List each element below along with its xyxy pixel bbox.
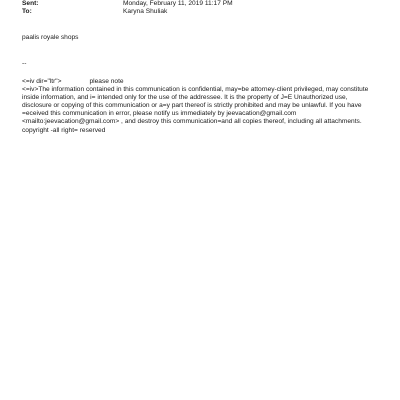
notice-line-1-text: please note [89,78,124,85]
sent-label: Sent: [22,0,39,7]
to-value: Karyna Shuliak [123,8,168,15]
notice-line-4: disclosure or copying of this communication or a=y part thereof is strictly prohibited and may be unlawful. If you have [22,102,362,110]
sent-value: Monday, February 11, 2019 11:17 PM [123,0,233,7]
notice-line-6: <mailto:jeevacation@gmail.com> , and destroy this communication=and all copies thereof, including all attachments. [22,118,362,126]
notice-line-3: inside information, and i= intended only for the use of the addressee. It is the property of J=E Unauthorized use, [22,94,348,102]
signature-separator: -- [22,60,27,67]
notice-line-7: copyright -all right= reserved [22,126,106,134]
confidentiality-notice [22,78,384,135]
notice-line-2: <=iv>The information contained in this communication is confidential, may=be attorney-client privileged, may constitute [22,86,369,94]
sent-row [22,0,233,8]
to-row [22,8,167,16]
notice-line-5: =eceived this communication in error, please notify us immediately by jeevacation@gmail.com [22,110,297,118]
notice-line-1 [22,78,384,86]
to-label: To: [22,8,32,15]
notice-line-1-tag: <=iv dir="ltr"> [22,78,62,85]
message-first-line: paalis royale shops [22,34,79,41]
